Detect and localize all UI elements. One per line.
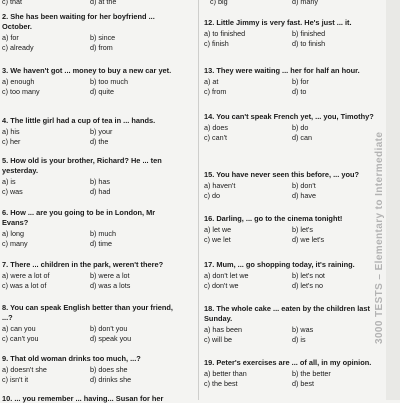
option-b[interactable]: b) let's [292,225,313,235]
option-a[interactable]: a) at [204,77,219,87]
option-b[interactable]: b) don't [292,181,316,191]
option-b[interactable]: b) finished [292,29,326,39]
question-3 [2,66,182,96]
option-c[interactable]: c) finish [204,38,229,48]
option-c[interactable]: c) too many [2,86,40,96]
question-text: 5. How old is your brother, Richard? He ... ten yesterday. [2,156,162,175]
option-d[interactable]: d) from [90,42,113,52]
question-15 [204,170,384,200]
question-5 [2,156,182,196]
option-b[interactable]: b) too much [90,77,128,87]
option-a[interactable]: a) can you [2,324,36,334]
option-d[interactable]: d) was a lots [90,280,131,290]
option-b[interactable]: b) much [90,229,116,239]
option-c[interactable]: c) can't [204,132,227,142]
question-16 [204,214,384,244]
question-text: 7. There ... children in the park, weren't there? [2,260,164,269]
option-a[interactable]: a) don't let we [204,271,249,281]
option-a[interactable]: a) let we [204,225,232,235]
question-text: 15. You have never seen this before, ... you? [204,170,359,179]
option-c[interactable]: c) we let [204,234,231,244]
top-fragment-left-b: d) at the [90,0,117,6]
question-8 [2,303,182,343]
option-a[interactable]: a) to finished [204,29,246,39]
option-b[interactable]: b) does she [90,365,128,375]
option-b[interactable]: b) were a lot [90,271,130,281]
question-text: 2. She has been waiting for her boyfriend ... October. [2,12,155,31]
option-b[interactable]: b) has [90,177,110,187]
question-2 [2,12,182,52]
option-d[interactable]: d) drinks she [90,374,132,384]
column-divider [198,0,199,400]
question-6 [2,208,182,248]
option-c[interactable]: c) isn't it [2,374,29,384]
option-d[interactable]: d) best [292,378,314,388]
question-text: 16. Darling, ... go to the cinema tonight! [204,214,343,223]
option-d[interactable]: d) to [292,86,307,96]
option-c[interactable]: c) do [204,190,220,200]
option-a[interactable]: a) his [2,127,20,137]
option-c[interactable]: c) will be [204,334,232,344]
top-fragment-left-a: c) that [2,0,22,6]
bottom-fragment-left: 10. ... you remember ... having... Susan for her [2,394,164,403]
option-c[interactable]: c) don't we [204,280,239,290]
option-d[interactable]: d) can [292,132,312,142]
side-caption: 3000 TESTS – Elementary to Intermediate [374,131,385,344]
option-d[interactable]: d) quite [90,86,114,96]
option-a[interactable]: a) is [2,177,16,187]
question-4 [2,116,182,146]
option-a[interactable]: a) better than [204,369,247,379]
option-b[interactable]: b) don't you [90,324,128,334]
option-b[interactable]: b) was [292,325,314,335]
question-7 [2,260,182,290]
option-d[interactable]: d) time [90,238,112,248]
option-c[interactable]: c) her [2,136,21,146]
option-d[interactable]: d) we let's [292,234,325,244]
question-12 [204,18,384,48]
question-text: 12. Little Jimmy is very fast. He's just ... it. [204,18,352,27]
option-b[interactable]: b) the better [292,369,331,379]
question-text: 18. The whole cake ... eaten by the children last Sunday. [204,304,370,323]
question-14 [204,112,384,142]
option-a[interactable]: a) were a lot of [2,271,50,281]
question-19 [204,358,384,388]
question-text: 4. The little girl had a cup of tea in ... hands. [2,116,156,125]
option-d[interactable]: d) to finish [292,38,326,48]
option-b[interactable]: b) since [90,33,116,43]
option-d[interactable]: d) speak you [90,333,132,343]
option-c[interactable]: c) can't you [2,333,39,343]
question-text: 3. We haven't got ... money to buy a new car yet. [2,66,172,75]
question-text: 8. You can speak English better than your friend, ...? [2,303,173,322]
option-b[interactable]: b) your [90,127,113,137]
option-c[interactable]: c) was [2,186,23,196]
option-a[interactable]: a) doesn't she [2,365,47,375]
question-text: 14. You can't speak French yet, ... you, Timothy? [204,112,374,121]
option-d[interactable]: d) let's no [292,280,323,290]
option-c[interactable]: c) from [204,86,227,96]
option-b[interactable]: b) for [292,77,309,87]
option-d[interactable]: d) is [292,334,306,344]
question-9 [2,354,182,384]
option-a[interactable]: a) does [204,123,228,133]
top-fragment-right-b: d) many [292,0,318,6]
option-a[interactable]: a) has been [204,325,242,335]
question-text: 17. Mum, ... go shopping today, it's raining. [204,260,355,269]
top-fragment-right-a: c) big [210,0,228,6]
question-17 [204,260,384,290]
option-a[interactable]: a) enough [2,77,35,87]
option-a[interactable]: a) for [2,33,19,43]
question-text: 9. That old woman drinks too much, ...? [2,354,141,363]
option-b[interactable]: b) let's not [292,271,325,281]
question-text: 13. They were waiting ... her for half an hour. [204,66,360,75]
question-text: 6. How ... are you going to be in London, Mr Evans? [2,208,156,227]
option-d[interactable]: d) had [90,186,111,196]
option-a[interactable]: a) long [2,229,24,239]
question-text: 19. Peter's exercises are ... of all, in my opinion. [204,358,372,367]
option-c[interactable]: c) the best [204,378,238,388]
option-c[interactable]: c) many [2,238,28,248]
option-c[interactable]: c) was a lot of [2,280,47,290]
question-13 [204,66,384,96]
side-strip [386,0,400,400]
option-a[interactable]: a) haven't [204,181,236,191]
option-d[interactable]: d) the [90,136,109,146]
option-b[interactable]: b) do [292,123,309,133]
option-d[interactable]: d) have [292,190,316,200]
question-18 [204,304,384,344]
option-c[interactable]: c) already [2,42,34,52]
